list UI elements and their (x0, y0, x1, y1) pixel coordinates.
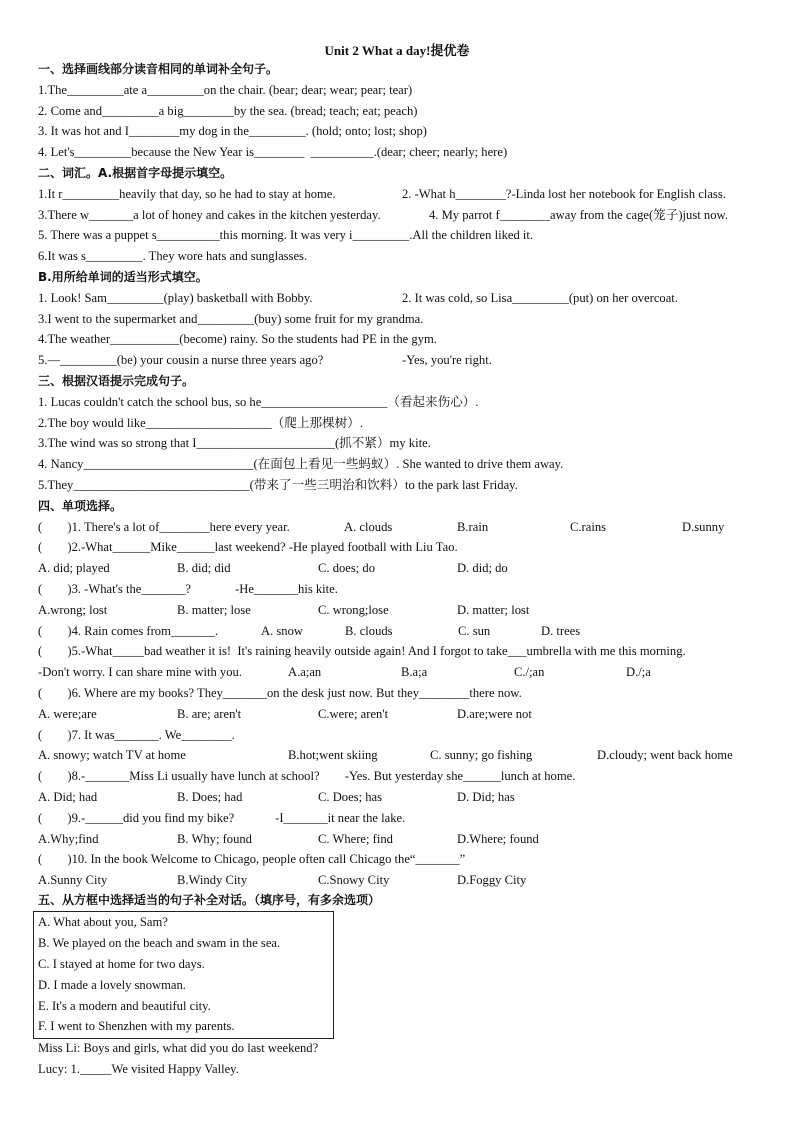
mc-option: B.Windy City (177, 873, 248, 887)
mc-option: C. Where; find (318, 832, 393, 846)
mc-option: B. Why; found (177, 832, 252, 846)
mc-question: ( )7. It was_______. We________. (38, 728, 235, 742)
question-line: 3.There w_______a lot of honey and cakes in the kitchen yesterday. (38, 208, 381, 222)
mc-option: C. wrong;lose (318, 603, 389, 617)
question-line: 1. Look! Sam_________(play) basketball with Bobby. (38, 291, 313, 305)
question-line: 5.They____________________________(带来了一些三明治和饮料）to the park last Friday. (38, 478, 518, 492)
dialogue-line: Lucy: 1._____We visited Happy Valley. (38, 1062, 239, 1076)
mc-option: C. Does; has (318, 790, 383, 804)
mc-option: C.were; aren't (318, 707, 389, 721)
mc-option: A. did; played (38, 561, 110, 575)
option-item: A. What about you, Sam? (38, 915, 168, 929)
question-line: 5. There was a puppet s__________this morning. It was very i_________.All the children liked it. (38, 228, 534, 242)
mc-option: B. clouds (345, 624, 393, 638)
mc-option: D./;a (626, 665, 651, 679)
mc-option: D. matter; lost (457, 603, 530, 617)
question-line: 4. Nancy___________________________(在面包上看见一些蚂蚁）. She wanted to drive them away. (38, 457, 564, 471)
section-2b-heading: B.用所给单词的适当形式填空。 (38, 270, 208, 284)
mc-option: B.rain (457, 520, 489, 534)
mc-option: B.hot;went skiing (288, 748, 378, 762)
question-line: 3.The wind was so strong that I______________________(抓不紧）my kite. (38, 436, 431, 450)
mc-question: ( )2.-What______Mike______last weekend? -He played football with Liu Tao. (38, 540, 458, 554)
mc-option: D.Foggy City (457, 873, 527, 887)
mc-option: C.Snowy City (318, 873, 390, 887)
page-title: Unit 2 What a day!提优卷 (324, 43, 470, 58)
section-3-heading: 三、根据汉语提示完成句子。 (38, 374, 195, 388)
question-line: 1. Lucas couldn't catch the school bus, so he____________________（看起来伤心）. (38, 395, 479, 409)
dialogue-line: Miss Li: Boys and girls, what did you do last weekend? (38, 1041, 319, 1055)
question-line: 6.It was s_________. They wore hats and sunglasses. (38, 249, 308, 263)
question-line: 2. Come and_________a big________by the sea. (bread; teach; eat; peach) (38, 104, 418, 118)
question-line: 3.I went to the supermarket and_________(buy) some fruit for my grandma. (38, 312, 424, 326)
question-line: 4.The weather___________(become) rainy. So the students had PE in the gym. (38, 332, 437, 346)
mc-option: B. are; aren't (177, 707, 242, 721)
option-item: E. It's a modern and beautiful city. (38, 999, 211, 1013)
mc-option: A.Why;find (38, 832, 99, 846)
mc-question: ( )1. There's a lot of________here every year. (38, 520, 290, 534)
section-5-heading: 五、从方框中选择适当的句子补全对话。（填序号，有多余选项） (38, 893, 381, 907)
mc-option: C. sun (458, 624, 491, 638)
mc-question-reply: -Don't worry. I can share mine with you. (38, 665, 242, 679)
section-2-heading: 二、词汇。A.根据首字母提示填空。 (38, 166, 233, 180)
section-4-heading: 四、单项选择。 (38, 499, 123, 513)
option-item: B. We played on the beach and swam in the sea. (38, 936, 281, 950)
mc-option: A. Did; had (38, 790, 98, 804)
option-item: F. I went to Shenzhen with my parents. (38, 1019, 235, 1033)
mc-option: D.cloudy; went back home (597, 748, 733, 762)
question-line: 2. It was cold, so Lisa_________(put) on her overcoat. (402, 291, 678, 305)
question-line: 1.The_________ate a_________on the chair. (bear; dear; wear; pear; tear) (38, 83, 413, 97)
mc-option: C. sunny; go fishing (430, 748, 533, 762)
mc-option: C. does; do (318, 561, 376, 575)
option-item: D. I made a lovely snowman. (38, 978, 186, 992)
question-line: 1.It r_________heavily that day, so he had to stay at home. (38, 187, 336, 201)
mc-option: D.are;were not (457, 707, 532, 721)
mc-option: A.Sunny City (38, 873, 108, 887)
mc-question: ( )4. Rain comes from_______. (38, 624, 219, 638)
mc-question: ( )9.-______did you find my bike? -I_______it near the lake. (38, 811, 406, 825)
mc-option: B.a;a (401, 665, 428, 679)
question-line: 2.The boy would like____________________（爬上那棵树）. (38, 416, 363, 430)
mc-option: D. did; do (457, 561, 508, 575)
mc-option: D.Where; found (457, 832, 539, 846)
mc-option: C.rains (570, 520, 607, 534)
mc-option: D.sunny (682, 520, 725, 534)
question-line: 4. My parrot f________away from the cage(笼子)just now. (429, 208, 728, 222)
mc-option: A. were;are (38, 707, 97, 721)
mc-option: B. did; did (177, 561, 231, 575)
question-line: 3. It was hot and I________my dog in the_________. (hold; onto; lost; shop) (38, 124, 427, 138)
mc-option: A.wrong; lost (38, 603, 108, 617)
mc-option: A. snow (261, 624, 303, 638)
mc-option: C./;an (514, 665, 545, 679)
mc-option: D. trees (541, 624, 581, 638)
section-1-heading: 一、选择画线部分读音相同的单词补全句子。 (38, 62, 279, 76)
question-line: 2. -What h________?-Linda lost her notebook for English class. (402, 187, 726, 201)
question-line: -Yes, you're right. (402, 353, 492, 367)
option-item: C. I stayed at home for two days. (38, 957, 205, 971)
question-line: 5.—_________(be) your cousin a nurse three years ago? (38, 353, 324, 367)
mc-option: D. Did; has (457, 790, 515, 804)
mc-question: ( )8.-_______Miss Li usually have lunch at school? -Yes. But yesterday she______lunch at home. (38, 769, 576, 783)
mc-option: A. clouds (344, 520, 393, 534)
mc-question: ( )10. In the book Welcome to Chicago, people often call Chicago the“_______” (38, 852, 466, 866)
mc-question: ( )3. -What's the_______? -He_______his kite. (38, 582, 338, 596)
mc-question: ( )6. Where are my books? They_______on the desk just now. But they________there now. (38, 686, 522, 700)
question-line: 4. Let's_________because the New Year is________ __________.(dear; cheer; nearly; here) (38, 145, 508, 159)
mc-option: A. snowy; watch TV at home (38, 748, 186, 762)
mc-option: A.a;an (288, 665, 322, 679)
mc-question: ( )5.-What_____bad weather it is! It's raining heavily outside again! And I forgot to take___umbrella with me this morning. (38, 644, 686, 658)
mc-option: B. Does; had (177, 790, 243, 804)
mc-option: B. matter; lose (177, 603, 251, 617)
